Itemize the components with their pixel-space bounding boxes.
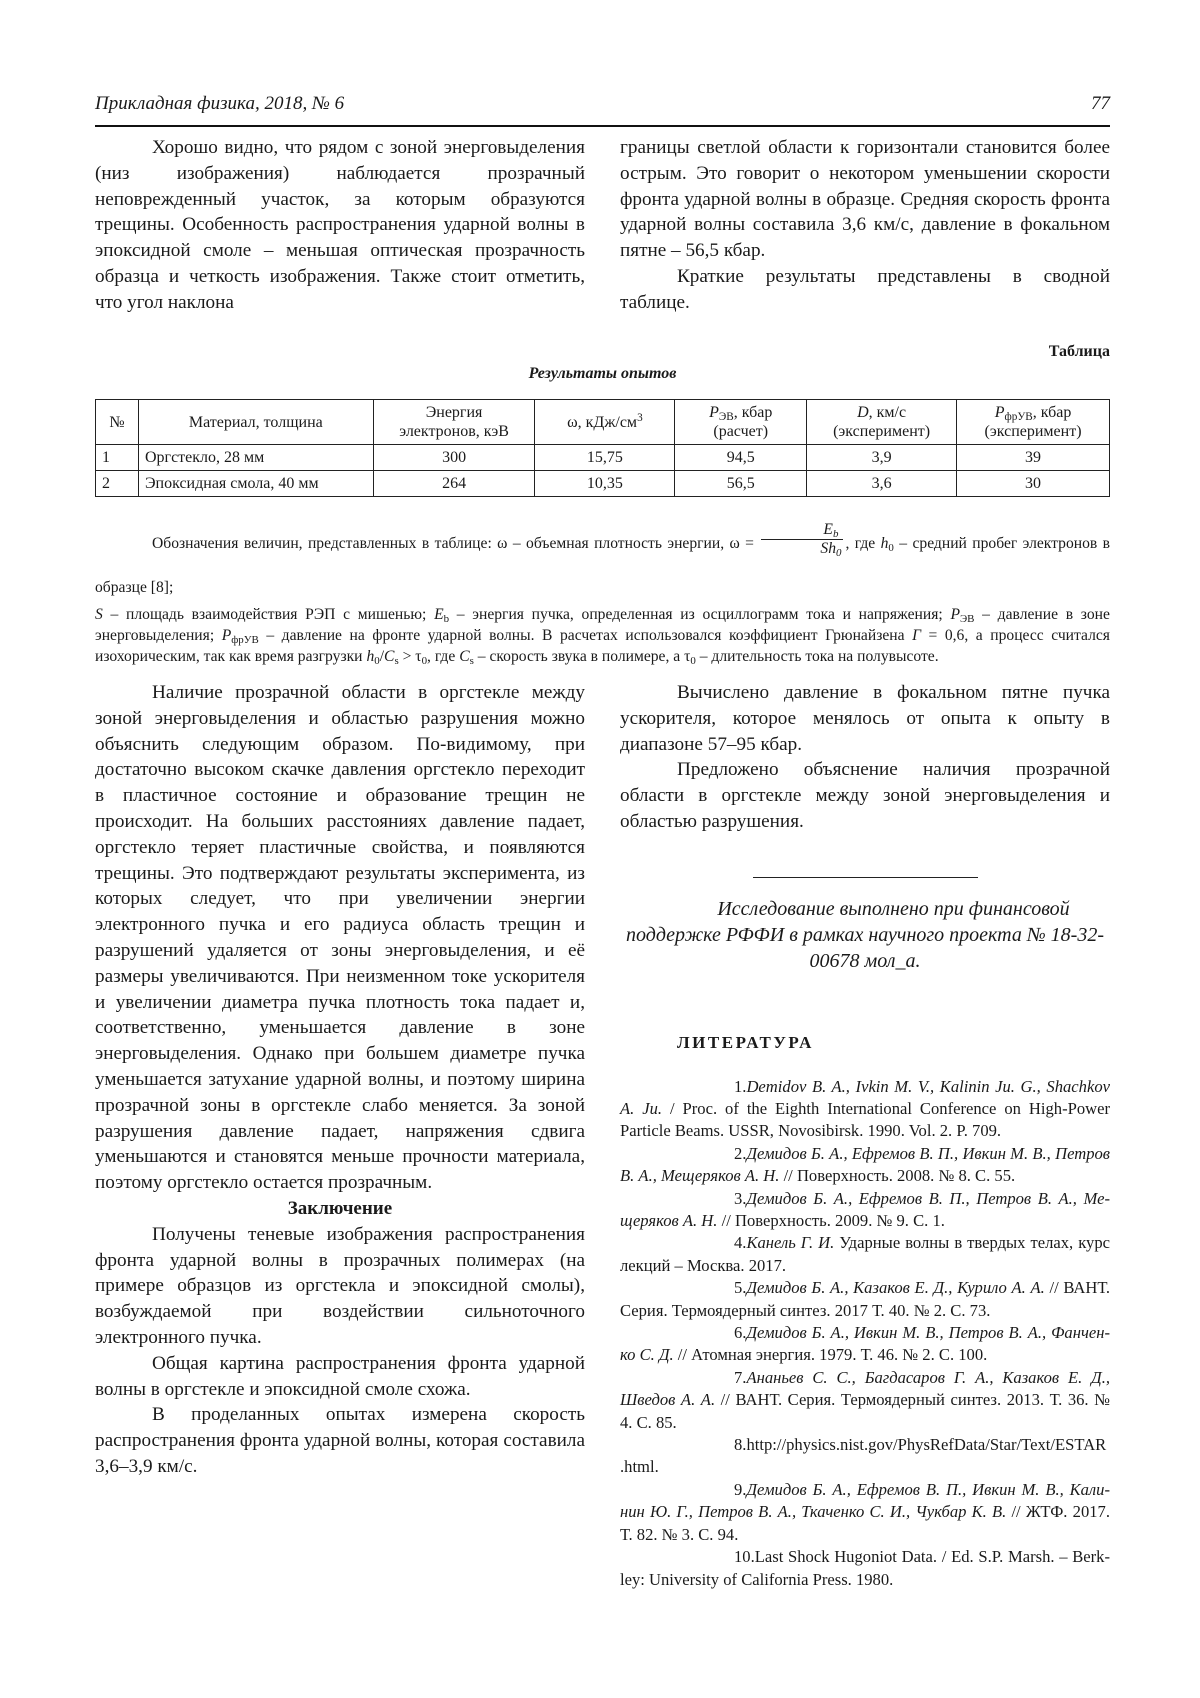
subscript: 0 [888, 542, 894, 554]
reference-number: 6. [734, 1323, 747, 1343]
cell-num: 1 [96, 445, 139, 471]
top-right-text [620, 135, 1110, 316]
table-row [96, 445, 1110, 471]
reference-item [620, 1322, 1110, 1367]
note-text: – средний пробег электронов в образце [8]; [95, 535, 1111, 596]
reference-source: // Атомная энергия. 1979. Т. 46. № 2. С. 100. [673, 1345, 988, 1365]
cell-p-fr: 30 [957, 471, 1110, 497]
reference-number: 1. [734, 1076, 747, 1096]
header-omega-text: ω, кДж/см [567, 413, 638, 431]
symbol-gamma: Г [912, 627, 921, 644]
reference-item [620, 1076, 1110, 1143]
references-list [620, 1076, 1110, 1591]
reference-source: / Proc. of the Eighth International Conference on High-Power Particle Beams. USSR, Novosibirsk. 1990. Vol. 2. P. 709. [620, 1098, 1110, 1141]
note-text: – давление на фронте ударной волны. В расчетах использовался коэффициент Грюнайзена [266, 627, 905, 644]
reference-source: // ВАНТ. Серия. Термоядерный синтез. 2017 Т. 40. № 2. С. 73. [620, 1278, 1110, 1320]
reference-source: // Поверхность. 2008. № 8. С. 55. [779, 1166, 1016, 1186]
references-heading: ЛИТЕРАТУРА [677, 1032, 814, 1052]
reference-item [620, 1232, 1110, 1277]
subscript: b [443, 613, 450, 625]
header-material: Материал, толщина [138, 400, 373, 445]
cell-energy: 300 [373, 445, 535, 471]
unit: , км/с [868, 404, 907, 421]
symbol-h: h [880, 535, 889, 552]
funding-acknowledgement: Исследование выполнено при финансовой поддержке РФФИ в рамках научного проекта № 18-32-00678 мол_а. [625, 897, 1105, 972]
reference-item [620, 1143, 1110, 1188]
note-text: , где [427, 648, 456, 665]
symbol-sh: Sh [820, 539, 836, 557]
subscript: фрУВ [1004, 411, 1033, 423]
reference-number: 4. [734, 1233, 747, 1253]
paragraph: Получены теневые изображения распространения фронта ударной волны в прозрачных полимерах (на примере образцов из оргстекла и эпоксидной смолы), возбуждаемой при воздействии сильноточного электронного пучка. [95, 1223, 585, 1348]
note-text: – энергия пучка, определенная из осциллограмм тока и напряжения; [456, 606, 943, 623]
cell-omega: 10,35 [535, 471, 675, 497]
cell-d: 3,9 [807, 445, 957, 471]
reference-source: // ВАНТ. Серия. Термоядерный синтез. 2013. Т. 36. № 4. С. 85. [620, 1390, 1110, 1432]
symbol-s: S [95, 606, 103, 623]
divider-line [753, 877, 978, 878]
cell-energy: 264 [373, 471, 535, 497]
cell-material: Эпоксидная смола, 40 мм [138, 471, 373, 497]
header-energy-line1: Энергия [425, 404, 483, 421]
left-column [95, 680, 585, 1480]
symbol-c: C [459, 648, 470, 665]
top-left-text [95, 135, 585, 316]
reference-source: Ударные волны в твердых телах, курс лекций – Москва. 2017. [620, 1233, 1111, 1275]
header-p-ev [675, 400, 807, 445]
unit: , кбар [733, 404, 773, 421]
cell-num: 2 [96, 471, 139, 497]
table-note-text [95, 522, 1110, 610]
reference-item [620, 1277, 1110, 1322]
right-column [620, 680, 1110, 1591]
symbol-h: h [366, 648, 375, 665]
reference-url: http://physics.nist.gov/PhysRefData/Star/Text/ESTAR .html. [620, 1435, 1107, 1477]
reference-item [620, 1479, 1110, 1546]
journal-title: Прикладная физика, 2018, № 6 [95, 93, 345, 114]
subscript: ЭВ [959, 613, 975, 625]
symbol-p: P [950, 606, 960, 623]
header-rule [95, 125, 1110, 127]
symbol-p: P [709, 404, 719, 421]
page-number: 77 [1091, 93, 1110, 114]
cell-p-fr: 39 [957, 445, 1110, 471]
subscript: s [394, 655, 399, 667]
table-title: Результаты опытов [528, 365, 677, 382]
cell-p-ev: 56,5 [675, 471, 807, 497]
fraction-numerator [761, 521, 843, 540]
paragraph: Вычислено давление в фокальном пятне пучка ускорителя, которое менялось от опыта к опыту в диапазоне 57–95 кбар. [620, 682, 1110, 755]
reference-authors: Демидов Б. А., Казаков Е. Д., Курило А. А. [746, 1278, 1045, 1298]
note-text: , где [845, 535, 876, 552]
subscript: 0 [835, 546, 842, 559]
cell-material: Оргстекло, 28 мм [138, 445, 373, 471]
table-label: Таблица [1048, 343, 1110, 360]
header-energy [373, 400, 535, 445]
paragraph: Краткие результаты представлены в сводной таблице. [620, 265, 1110, 313]
table-note-text-cont [95, 604, 1110, 667]
reference-source: // ЖТФ. 2017. Т. 82. № 3. С. 94. [620, 1502, 1110, 1544]
note-text: – давление в зоне энерговыделения; [95, 606, 1110, 644]
results-table [95, 399, 1110, 497]
reference-item [620, 1434, 1110, 1479]
reference-source: Last Shock Hugoniot Data. / Ed. S.P. Marsh. – Berkley: University of California Press. 1980. [620, 1547, 1110, 1589]
table-note [95, 522, 1110, 667]
note-text: – длительность тока на полувысоте. [699, 648, 939, 665]
reference-authors: Демидов Б. А., Ивкин М. В., Петров В. А., Фанченко С. Д. [620, 1323, 1110, 1365]
reference-authors: Демидов Б. А., Ефремов В. П., Петров В. А., Мещеряков А. Н. [620, 1188, 1110, 1231]
reference-number: 7. [734, 1367, 747, 1387]
reference-number: 10. [734, 1547, 755, 1567]
note-text: = 0,6, а процесс считался изохорическим, так как время разгрузки [95, 627, 1110, 665]
subscript: фрУВ [231, 634, 259, 646]
reference-authors: Канель Г. И. [746, 1233, 835, 1253]
header-omega-sup: 3 [637, 411, 643, 424]
note-text: > τ [402, 648, 422, 665]
reference-number: 2. [734, 1143, 747, 1163]
header-p-fr [957, 400, 1110, 445]
reference-authors: Демидов Б. А., Ефремов В. П., Ивкин М. В., Петров В. А., Мещеряков А. Н. [620, 1143, 1110, 1186]
header-note: (расчет) [713, 423, 769, 440]
conclusion-heading: Заключение [287, 1197, 393, 1219]
cell-p-ev: 94,5 [675, 445, 807, 471]
paragraph: Предложено объяснение наличия прозрачной области в оргстекле между зоной энерговыделения и областью разрушения. [620, 759, 1110, 832]
reference-number: 8. [734, 1435, 747, 1455]
symbol-e: E [434, 606, 444, 623]
paragraph: Наличие прозрачной области в оргстекле между зоной энерговыделения и областью разрушения можно объяснить следующим образом. По-видимому, при достаточно высоком скачке давления оргстекло переходит в пластичное состояние и образование трещин не происходит. На больших расстояниях давление падает, оргстекло теряет пластичные свойства, и появляются трещины. Это подтверждают результаты эксперимента, из которых следует, что при увеличении энергии электронного пучка и его радиуса область трещин и разрушений удаляется от зоны энерговыделения, и её размеры увеличиваются. При неизменном токе ускорителя и увеличении диаметра пучка плотность тока падает и, соответственно, уменьшается давление в зоне энерговыделения. Однако при большем диаметре пучка уменьшается затухание ударной волны, и поэтому ширина прозрачной зоны в оргстекле слабо меняется. За зоной разрушения давление падает, напряжения сдвига уменьшаются и становятся меньше прочности материала, поэтому оргстекло остается прозрачным. [95, 682, 585, 1194]
subscript: 0 [374, 655, 380, 667]
reference-item [620, 1188, 1110, 1233]
header-num: № [96, 400, 139, 445]
reference-item [620, 1367, 1110, 1434]
subscript: b [832, 527, 839, 540]
table-header-row [96, 400, 1110, 445]
fraction-denominator [761, 540, 843, 558]
paragraph: Хорошо видно, что рядом с зоной энерговыделения (низ изображения) наблюдается прозрачный неповрежденный участок, за которым образуются трещины. Особенность распространения ударной волны в эпоксидной смоле – меньшая оптическая прозрачность образца и четкость изображения. Также стоит отметить, что угол наклона [95, 137, 585, 313]
paragraph: границы светлой области к горизонтали становится более острым. Это говорит о некотором уменьшении скорости фронта ударной волны в образце. Средняя скорость фронта ударной волны составила 3,6 км/с, давление в фокальном пятне – 56,5 кбар. [620, 137, 1110, 262]
reference-authors: Демидов Б. А., Ефремов В. П., Ивкин М. В., Калинин Ю. Г., Петров В. А., Ткаченко С. И., Чукбар К. В. [620, 1479, 1110, 1522]
subscript: 0 [690, 655, 696, 667]
reference-authors: Demidov B. A., Ivkin M. V., Kalinin Ju. G., Shachkov A. Ju. [620, 1076, 1110, 1118]
symbol-c: C [384, 648, 395, 665]
reference-number: 3. [734, 1188, 747, 1208]
reference-number: 9. [734, 1479, 747, 1499]
symbol-d: D [857, 404, 869, 421]
reference-number: 5. [734, 1278, 747, 1298]
subscript: s [469, 655, 474, 667]
reference-source: // Поверхность. 2009. № 9. С. 1. [717, 1211, 945, 1231]
reference-item [620, 1546, 1110, 1591]
header-note: (эксперимент) [984, 423, 1082, 440]
cell-omega: 15,75 [535, 445, 675, 471]
header-d [807, 400, 957, 445]
reference-authors: Ананьев С. С., Багдасаров Г. А., Казаков Е. Д., Шведов А. А. [620, 1367, 1110, 1410]
header-omega [535, 400, 675, 445]
header-note: (эксперимент) [833, 423, 931, 440]
header-energy-line2: электронов, кэВ [399, 423, 509, 440]
subscript: 0 [421, 655, 428, 667]
symbol-p: P [221, 627, 232, 644]
symbol-e: E [823, 520, 833, 538]
cell-d: 3,6 [807, 471, 957, 497]
subscript: ЭВ [718, 411, 734, 423]
table-row [96, 471, 1110, 497]
note-text: – скорость звука в полимере, а τ [477, 648, 691, 665]
note-text: Обозначения величин, представленных в таблице: ω – объемная плотность энергии, ω = [152, 535, 754, 552]
note-text: / [379, 648, 385, 665]
omega-fraction [761, 521, 843, 558]
note-text: – площадь взаимодействия РЭП с мишенью; [110, 606, 427, 623]
unit: , кбар [1032, 404, 1072, 421]
paragraph: Общая картина распространения фронта ударной волны в оргстекле и эпоксидной смоле схожа. [95, 1352, 585, 1400]
paragraph: В проделанных опытах измерена скорость распространения фронта ударной волны, которая составила 3,6–3,9 км/с. [95, 1404, 585, 1477]
symbol-p: P [994, 404, 1005, 421]
running-head [95, 93, 1110, 119]
